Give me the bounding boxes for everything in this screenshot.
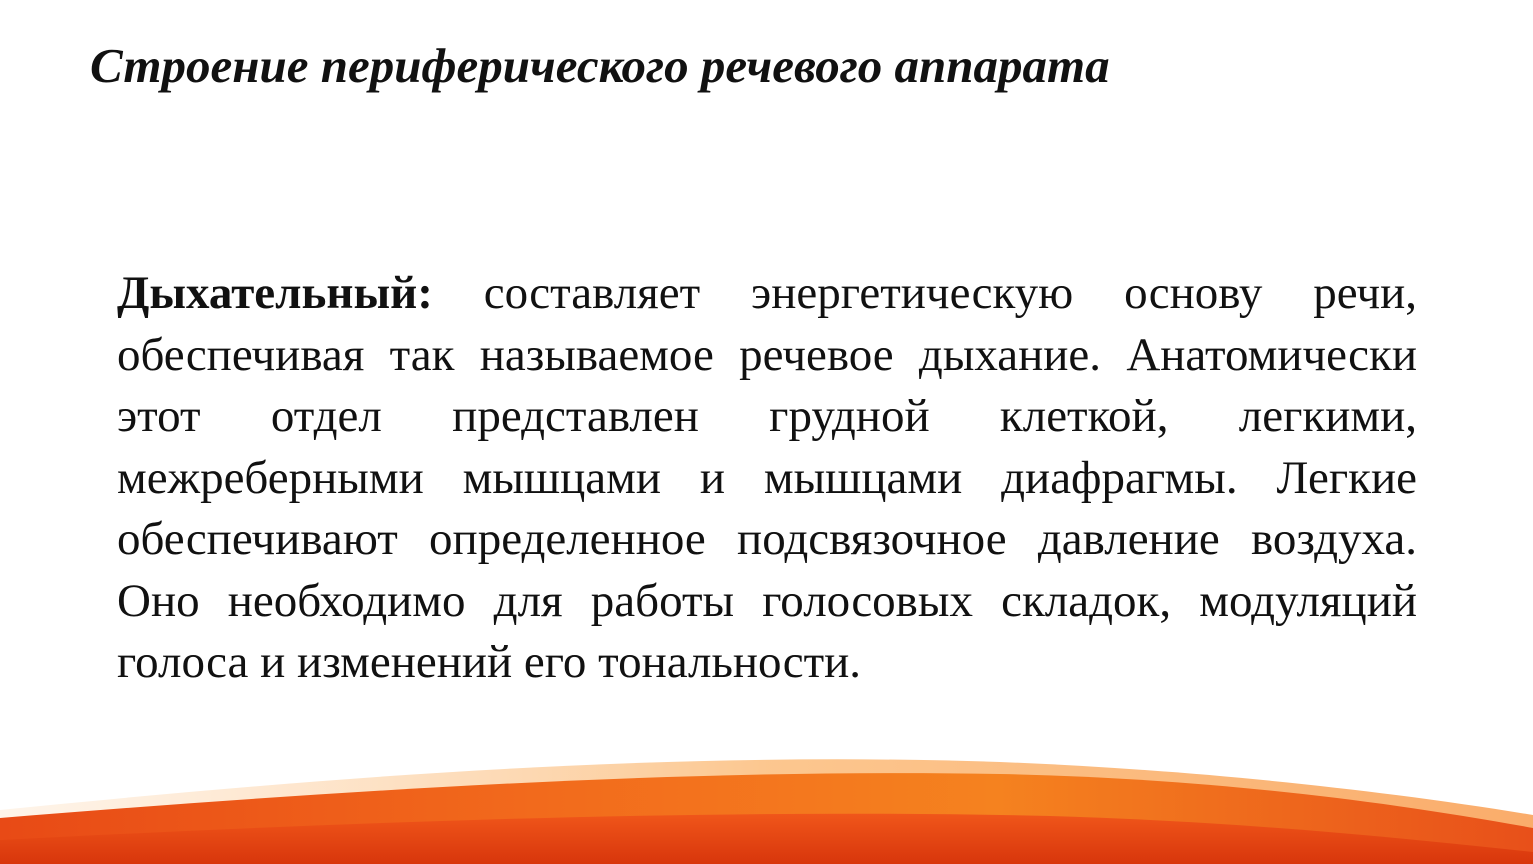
decorative-wave (0, 700, 1533, 864)
term-description: составляет энергетическую основу речи, обеспечивая так называемое речевое дыхание. Анатомически этот отдел представлен грудной клеткой, легкими, межреберными мышцами и мышцами диафрагмы. Легкие обеспечивают определенное подсвязочное давление воздуха. Оно необходимо для работы голосовых складок, модуляций голоса и изменений его тональности. (117, 267, 1417, 688)
slide-title: Строение периферического речевого аппарата (90, 38, 1110, 93)
term-label: Дыхательный: (117, 267, 433, 319)
slide-body-text (117, 263, 1417, 694)
